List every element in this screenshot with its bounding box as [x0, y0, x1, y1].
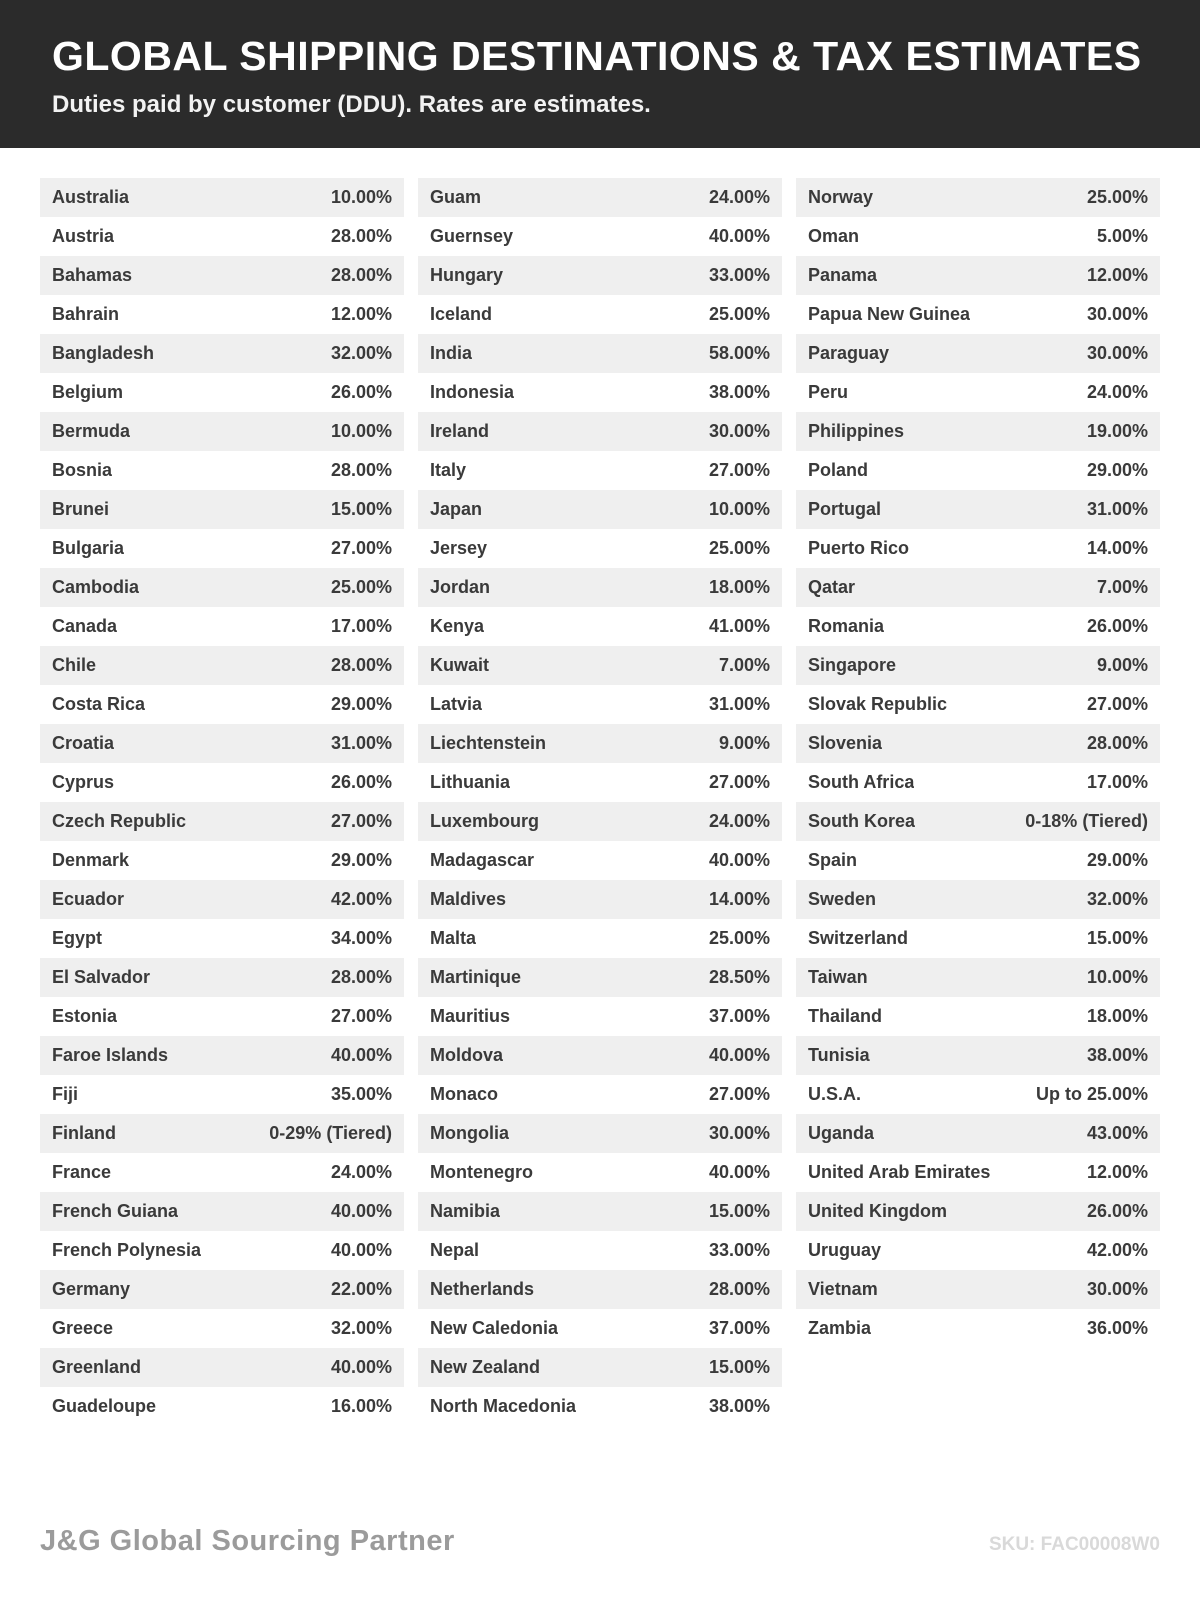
tax-rate: 33.00% [708, 1240, 770, 1260]
country-name: Singapore [808, 655, 897, 675]
country-name: Italy [430, 460, 467, 480]
country-name: France [52, 1162, 112, 1182]
table-row [40, 841, 404, 880]
tax-rate: 24.00% [330, 1162, 392, 1182]
country-name: Jersey [430, 538, 488, 558]
table-row [418, 295, 782, 334]
country-name: Cambodia [52, 577, 140, 597]
table-row [418, 1309, 782, 1348]
tax-rate: 27.00% [330, 1006, 392, 1026]
country-name: Romania [808, 616, 885, 636]
tax-rate: 28.00% [708, 1279, 770, 1299]
table-row [40, 490, 404, 529]
table-row [40, 724, 404, 763]
table-row [40, 1309, 404, 1348]
country-name: Jordan [430, 577, 491, 597]
country-name: Papua New Guinea [808, 304, 971, 324]
country-name: Thailand [808, 1006, 883, 1026]
tax-rate: 25.00% [330, 577, 392, 597]
tax-rate: 17.00% [1086, 772, 1148, 792]
tax-rate: 31.00% [1086, 499, 1148, 519]
country-name: Ireland [430, 421, 490, 441]
tax-rate: 24.00% [708, 811, 770, 831]
country-name: Sweden [808, 889, 877, 909]
country-name: Indonesia [430, 382, 515, 402]
country-name: Canada [52, 616, 118, 636]
rates-column-1 [40, 178, 404, 1426]
country-name: South Africa [808, 772, 915, 792]
country-name: Qatar [808, 577, 856, 597]
table-row [796, 217, 1160, 256]
table-row [418, 763, 782, 802]
tax-rate: 40.00% [708, 1162, 770, 1182]
country-name: Ecuador [52, 889, 125, 909]
tax-rate: 25.00% [708, 304, 770, 324]
tax-rate: 5.00% [1096, 226, 1148, 246]
tax-rate: 27.00% [708, 1084, 770, 1104]
table-row [418, 451, 782, 490]
country-name: Guadeloupe [52, 1396, 157, 1416]
country-name: Puerto Rico [808, 538, 910, 558]
tax-rate: 37.00% [708, 1006, 770, 1026]
table-row [40, 373, 404, 412]
table-row [40, 1114, 404, 1153]
table-row [40, 1192, 404, 1231]
page-header [0, 0, 1200, 148]
tax-rate: 40.00% [708, 1045, 770, 1065]
country-name: Austria [52, 226, 115, 246]
tax-rate: 40.00% [330, 1240, 392, 1260]
table-row [40, 295, 404, 334]
tax-rate: 29.00% [330, 694, 392, 714]
table-row [418, 724, 782, 763]
country-name: Chile [52, 655, 97, 675]
country-name: Peru [808, 382, 849, 402]
table-row [796, 1270, 1160, 1309]
tax-rate: 40.00% [330, 1201, 392, 1221]
table-row [418, 529, 782, 568]
country-name: Portugal [808, 499, 882, 519]
country-name: Japan [430, 499, 483, 519]
table-row [796, 841, 1160, 880]
table-row [796, 1114, 1160, 1153]
tax-rate: 27.00% [1086, 694, 1148, 714]
country-name: Bangladesh [52, 343, 155, 363]
table-row [418, 646, 782, 685]
table-row [418, 1075, 782, 1114]
tax-rate: 29.00% [1086, 850, 1148, 870]
country-name: Monaco [430, 1084, 499, 1104]
rates-column-2 [418, 178, 782, 1426]
table-row [796, 178, 1160, 217]
country-name: Croatia [52, 733, 115, 753]
table-row [418, 1348, 782, 1387]
tax-rate: 27.00% [330, 538, 392, 558]
table-row [40, 1231, 404, 1270]
tax-rate: 25.00% [708, 928, 770, 948]
table-row [418, 1231, 782, 1270]
tax-rate: 12.00% [330, 304, 392, 324]
tax-rate: 29.00% [1086, 460, 1148, 480]
tax-rate: 27.00% [330, 811, 392, 831]
table-row [40, 997, 404, 1036]
tax-rate: 36.00% [1086, 1318, 1148, 1338]
tax-rate: 22.00% [330, 1279, 392, 1299]
tax-rate: 30.00% [1086, 304, 1148, 324]
table-row [796, 1036, 1160, 1075]
tax-rate: 14.00% [1086, 538, 1148, 558]
tax-rate: 28.00% [330, 265, 392, 285]
tax-rate: 10.00% [330, 421, 392, 441]
tax-rate: 40.00% [708, 226, 770, 246]
tax-rate: 12.00% [1086, 265, 1148, 285]
table-row [796, 919, 1160, 958]
country-name: Bermuda [52, 421, 131, 441]
table-row [796, 256, 1160, 295]
table-row [40, 1387, 404, 1426]
tax-rate: 28.00% [330, 655, 392, 675]
tax-rate: 0-29% (Tiered) [269, 1123, 392, 1143]
tax-rate: 40.00% [330, 1045, 392, 1065]
country-name: Hungary [430, 265, 504, 285]
tax-rate: 10.00% [1086, 967, 1148, 987]
country-name: Philippines [808, 421, 905, 441]
tax-rate: 32.00% [330, 1318, 392, 1338]
table-row [796, 685, 1160, 724]
table-row [40, 178, 404, 217]
table-row [40, 1075, 404, 1114]
tax-rate: 25.00% [1086, 187, 1148, 207]
country-name: Cyprus [52, 772, 115, 792]
table-row [40, 958, 404, 997]
tax-rate: 0-18% (Tiered) [1025, 811, 1148, 831]
country-name: Martinique [430, 967, 522, 987]
rates-column-3 [796, 178, 1160, 1426]
tax-rate: 24.00% [708, 187, 770, 207]
tax-rate: 28.00% [1086, 733, 1148, 753]
tax-rate: 27.00% [708, 772, 770, 792]
table-row [418, 217, 782, 256]
country-name: New Zealand [430, 1357, 541, 1377]
table-row [796, 1153, 1160, 1192]
tax-rate: 29.00% [330, 850, 392, 870]
country-name: French Guiana [52, 1201, 179, 1221]
table-row [796, 1309, 1160, 1348]
country-name: Greece [52, 1318, 114, 1338]
table-row [796, 568, 1160, 607]
table-row [418, 607, 782, 646]
tax-rate: 24.00% [1086, 382, 1148, 402]
tax-rate: 28.00% [330, 460, 392, 480]
country-name: United Kingdom [808, 1201, 947, 1221]
tax-rate: 30.00% [708, 1123, 770, 1143]
country-name: Guernsey [430, 226, 514, 246]
country-name: United Arab Emirates [808, 1162, 991, 1182]
country-name: Czech Republic [52, 811, 187, 831]
tax-rate: 16.00% [330, 1396, 392, 1416]
table-row [796, 334, 1160, 373]
table-row [40, 607, 404, 646]
tax-rate: 10.00% [330, 187, 392, 207]
country-name: Brunei [52, 499, 110, 519]
tax-rate: 14.00% [708, 889, 770, 909]
table-row [418, 256, 782, 295]
tax-rate: Up to 25.00% [1035, 1084, 1148, 1104]
tax-rate: 43.00% [1086, 1123, 1148, 1143]
table-row [40, 217, 404, 256]
table-row [40, 1270, 404, 1309]
country-name: Paraguay [808, 343, 890, 363]
tax-rate: 28.00% [330, 967, 392, 987]
table-row [40, 334, 404, 373]
country-name: Zambia [808, 1318, 872, 1338]
table-row [418, 1036, 782, 1075]
country-name: Namibia [430, 1201, 501, 1221]
table-row [796, 646, 1160, 685]
tax-rate: 42.00% [330, 889, 392, 909]
tax-rate: 40.00% [330, 1357, 392, 1377]
tax-rate: 30.00% [708, 421, 770, 441]
tax-rate: 31.00% [708, 694, 770, 714]
country-name: Kuwait [430, 655, 490, 675]
table-row [418, 841, 782, 880]
tax-rate: 18.00% [708, 577, 770, 597]
country-name: Germany [52, 1279, 131, 1299]
tax-rate: 18.00% [1086, 1006, 1148, 1026]
country-name: Bahamas [52, 265, 133, 285]
table-row [796, 1075, 1160, 1114]
table-row [418, 880, 782, 919]
country-name: Madagascar [430, 850, 535, 870]
table-row [796, 763, 1160, 802]
country-name: Bahrain [52, 304, 120, 324]
table-row [796, 451, 1160, 490]
country-name: India [430, 343, 473, 363]
brand-name: J&G Global Sourcing Partner [40, 1525, 455, 1557]
country-name: Moldova [430, 1045, 504, 1065]
tax-rate: 30.00% [1086, 343, 1148, 363]
country-name: Bosnia [52, 460, 113, 480]
table-row [418, 685, 782, 724]
country-name: Liechtenstein [430, 733, 547, 753]
country-name: Mongolia [430, 1123, 509, 1143]
country-name: Latvia [430, 694, 483, 714]
tax-rate: 25.00% [708, 538, 770, 558]
table-row [40, 529, 404, 568]
table-row [418, 1387, 782, 1426]
country-name: Malta [430, 928, 477, 948]
country-name: Iceland [430, 304, 493, 324]
table-row [418, 958, 782, 997]
table-row [40, 568, 404, 607]
country-name: Nepal [430, 1240, 480, 1260]
country-name: Uruguay [808, 1240, 882, 1260]
country-name: Finland [52, 1123, 116, 1143]
table-row [40, 919, 404, 958]
country-name: French Polynesia [52, 1240, 202, 1260]
tax-rate: 30.00% [1086, 1279, 1148, 1299]
tax-rate: 33.00% [708, 265, 770, 285]
country-name: Australia [52, 187, 130, 207]
table-row [418, 568, 782, 607]
page-subtitle: Duties paid by customer (DDU). Rates are estimates. [52, 91, 651, 119]
country-name: New Caledonia [430, 1318, 559, 1338]
table-row [796, 607, 1160, 646]
tax-rate: 17.00% [330, 616, 392, 636]
tax-rate: 26.00% [1086, 616, 1148, 636]
country-name: Kenya [430, 616, 485, 636]
table-row [418, 1270, 782, 1309]
table-row [796, 1231, 1160, 1270]
country-name: Maldives [430, 889, 507, 909]
country-name: Luxembourg [430, 811, 540, 831]
country-name: U.S.A. [808, 1084, 862, 1104]
table-row [40, 451, 404, 490]
table-row [796, 412, 1160, 451]
country-name: Montenegro [430, 1162, 533, 1182]
tax-rate: 42.00% [1086, 1240, 1148, 1260]
table-row [418, 334, 782, 373]
tax-rate: 37.00% [708, 1318, 770, 1338]
country-name: Slovenia [808, 733, 883, 753]
table-row [40, 412, 404, 451]
country-name: Denmark [52, 850, 130, 870]
country-name: Spain [808, 850, 858, 870]
country-name: Norway [808, 187, 874, 207]
table-row [418, 1192, 782, 1231]
country-name: Lithuania [430, 772, 510, 792]
tax-rate: 15.00% [708, 1357, 770, 1377]
table-row [796, 529, 1160, 568]
table-row [40, 802, 404, 841]
tax-rate: 26.00% [330, 772, 392, 792]
tax-rate: 9.00% [718, 733, 770, 753]
tax-rate: 40.00% [708, 850, 770, 870]
country-name: El Salvador [52, 967, 151, 987]
country-name: Bulgaria [52, 538, 125, 558]
tax-rate: 26.00% [1086, 1201, 1148, 1221]
table-row [418, 490, 782, 529]
country-name: Uganda [808, 1123, 875, 1143]
tax-rate: 7.00% [718, 655, 770, 675]
tax-rate: 38.00% [708, 1396, 770, 1416]
table-row [418, 178, 782, 217]
country-name: Netherlands [430, 1279, 535, 1299]
country-name: Mauritius [430, 1006, 511, 1026]
tax-rate: 41.00% [708, 616, 770, 636]
table-row [418, 997, 782, 1036]
tax-rate: 19.00% [1086, 421, 1148, 441]
tax-rate: 58.00% [708, 343, 770, 363]
page-footer [40, 1525, 1160, 1558]
country-name: Estonia [52, 1006, 118, 1026]
country-name: Faroe Islands [52, 1045, 169, 1065]
tax-rate: 38.00% [1086, 1045, 1148, 1065]
country-name: Belgium [52, 382, 124, 402]
table-row [418, 373, 782, 412]
table-row [796, 295, 1160, 334]
page-title: GLOBAL SHIPPING DESTINATIONS & TAX ESTIMATES [52, 33, 1142, 79]
country-name: North Macedonia [430, 1396, 577, 1416]
country-name: Taiwan [808, 967, 868, 987]
country-name: Poland [808, 460, 869, 480]
table-row [40, 1153, 404, 1192]
sku-label: SKU: FAC00008W0 [988, 1534, 1160, 1555]
tax-rate: 15.00% [708, 1201, 770, 1221]
table-row [796, 373, 1160, 412]
tax-rate: 15.00% [330, 499, 392, 519]
country-name: Tunisia [808, 1045, 870, 1065]
table-row [796, 997, 1160, 1036]
country-name: Guam [430, 187, 482, 207]
table-row [796, 958, 1160, 997]
table-row [418, 1114, 782, 1153]
table-row [40, 685, 404, 724]
country-name: South Korea [808, 811, 916, 831]
table-row [796, 802, 1160, 841]
tax-rate: 31.00% [330, 733, 392, 753]
country-name: Egypt [52, 928, 103, 948]
table-row [796, 490, 1160, 529]
tax-rate: 32.00% [330, 343, 392, 363]
tax-rate: 15.00% [1086, 928, 1148, 948]
tax-rate: 7.00% [1096, 577, 1148, 597]
table-row [418, 919, 782, 958]
table-row [40, 256, 404, 295]
tax-rate: 27.00% [708, 460, 770, 480]
table-row [40, 763, 404, 802]
country-name: Vietnam [808, 1279, 878, 1299]
tax-rate: 38.00% [708, 382, 770, 402]
country-name: Slovak Republic [808, 694, 948, 714]
country-name: Switzerland [808, 928, 909, 948]
table-row [40, 1036, 404, 1075]
tax-rate: 10.00% [708, 499, 770, 519]
country-name: Costa Rica [52, 694, 146, 714]
tax-rate: 28.50% [708, 967, 770, 987]
table-row [418, 412, 782, 451]
table-row [418, 1153, 782, 1192]
tax-rate: 12.00% [1086, 1162, 1148, 1182]
tax-rate: 35.00% [330, 1084, 392, 1104]
country-name: Panama [808, 265, 878, 285]
country-name: Oman [808, 226, 860, 246]
table-row [40, 880, 404, 919]
tax-rate: 26.00% [330, 382, 392, 402]
country-name: Fiji [52, 1084, 78, 1104]
table-row [40, 646, 404, 685]
country-name: Greenland [52, 1357, 142, 1377]
table-row [796, 880, 1160, 919]
table-row [796, 724, 1160, 763]
tax-rate: 9.00% [1096, 655, 1148, 675]
tax-rate: 28.00% [330, 226, 392, 246]
tax-rate: 32.00% [1086, 889, 1148, 909]
rates-table [0, 148, 1200, 1426]
table-row [40, 1348, 404, 1387]
tax-rate: 34.00% [330, 928, 392, 948]
table-row [796, 1192, 1160, 1231]
table-row [418, 802, 782, 841]
